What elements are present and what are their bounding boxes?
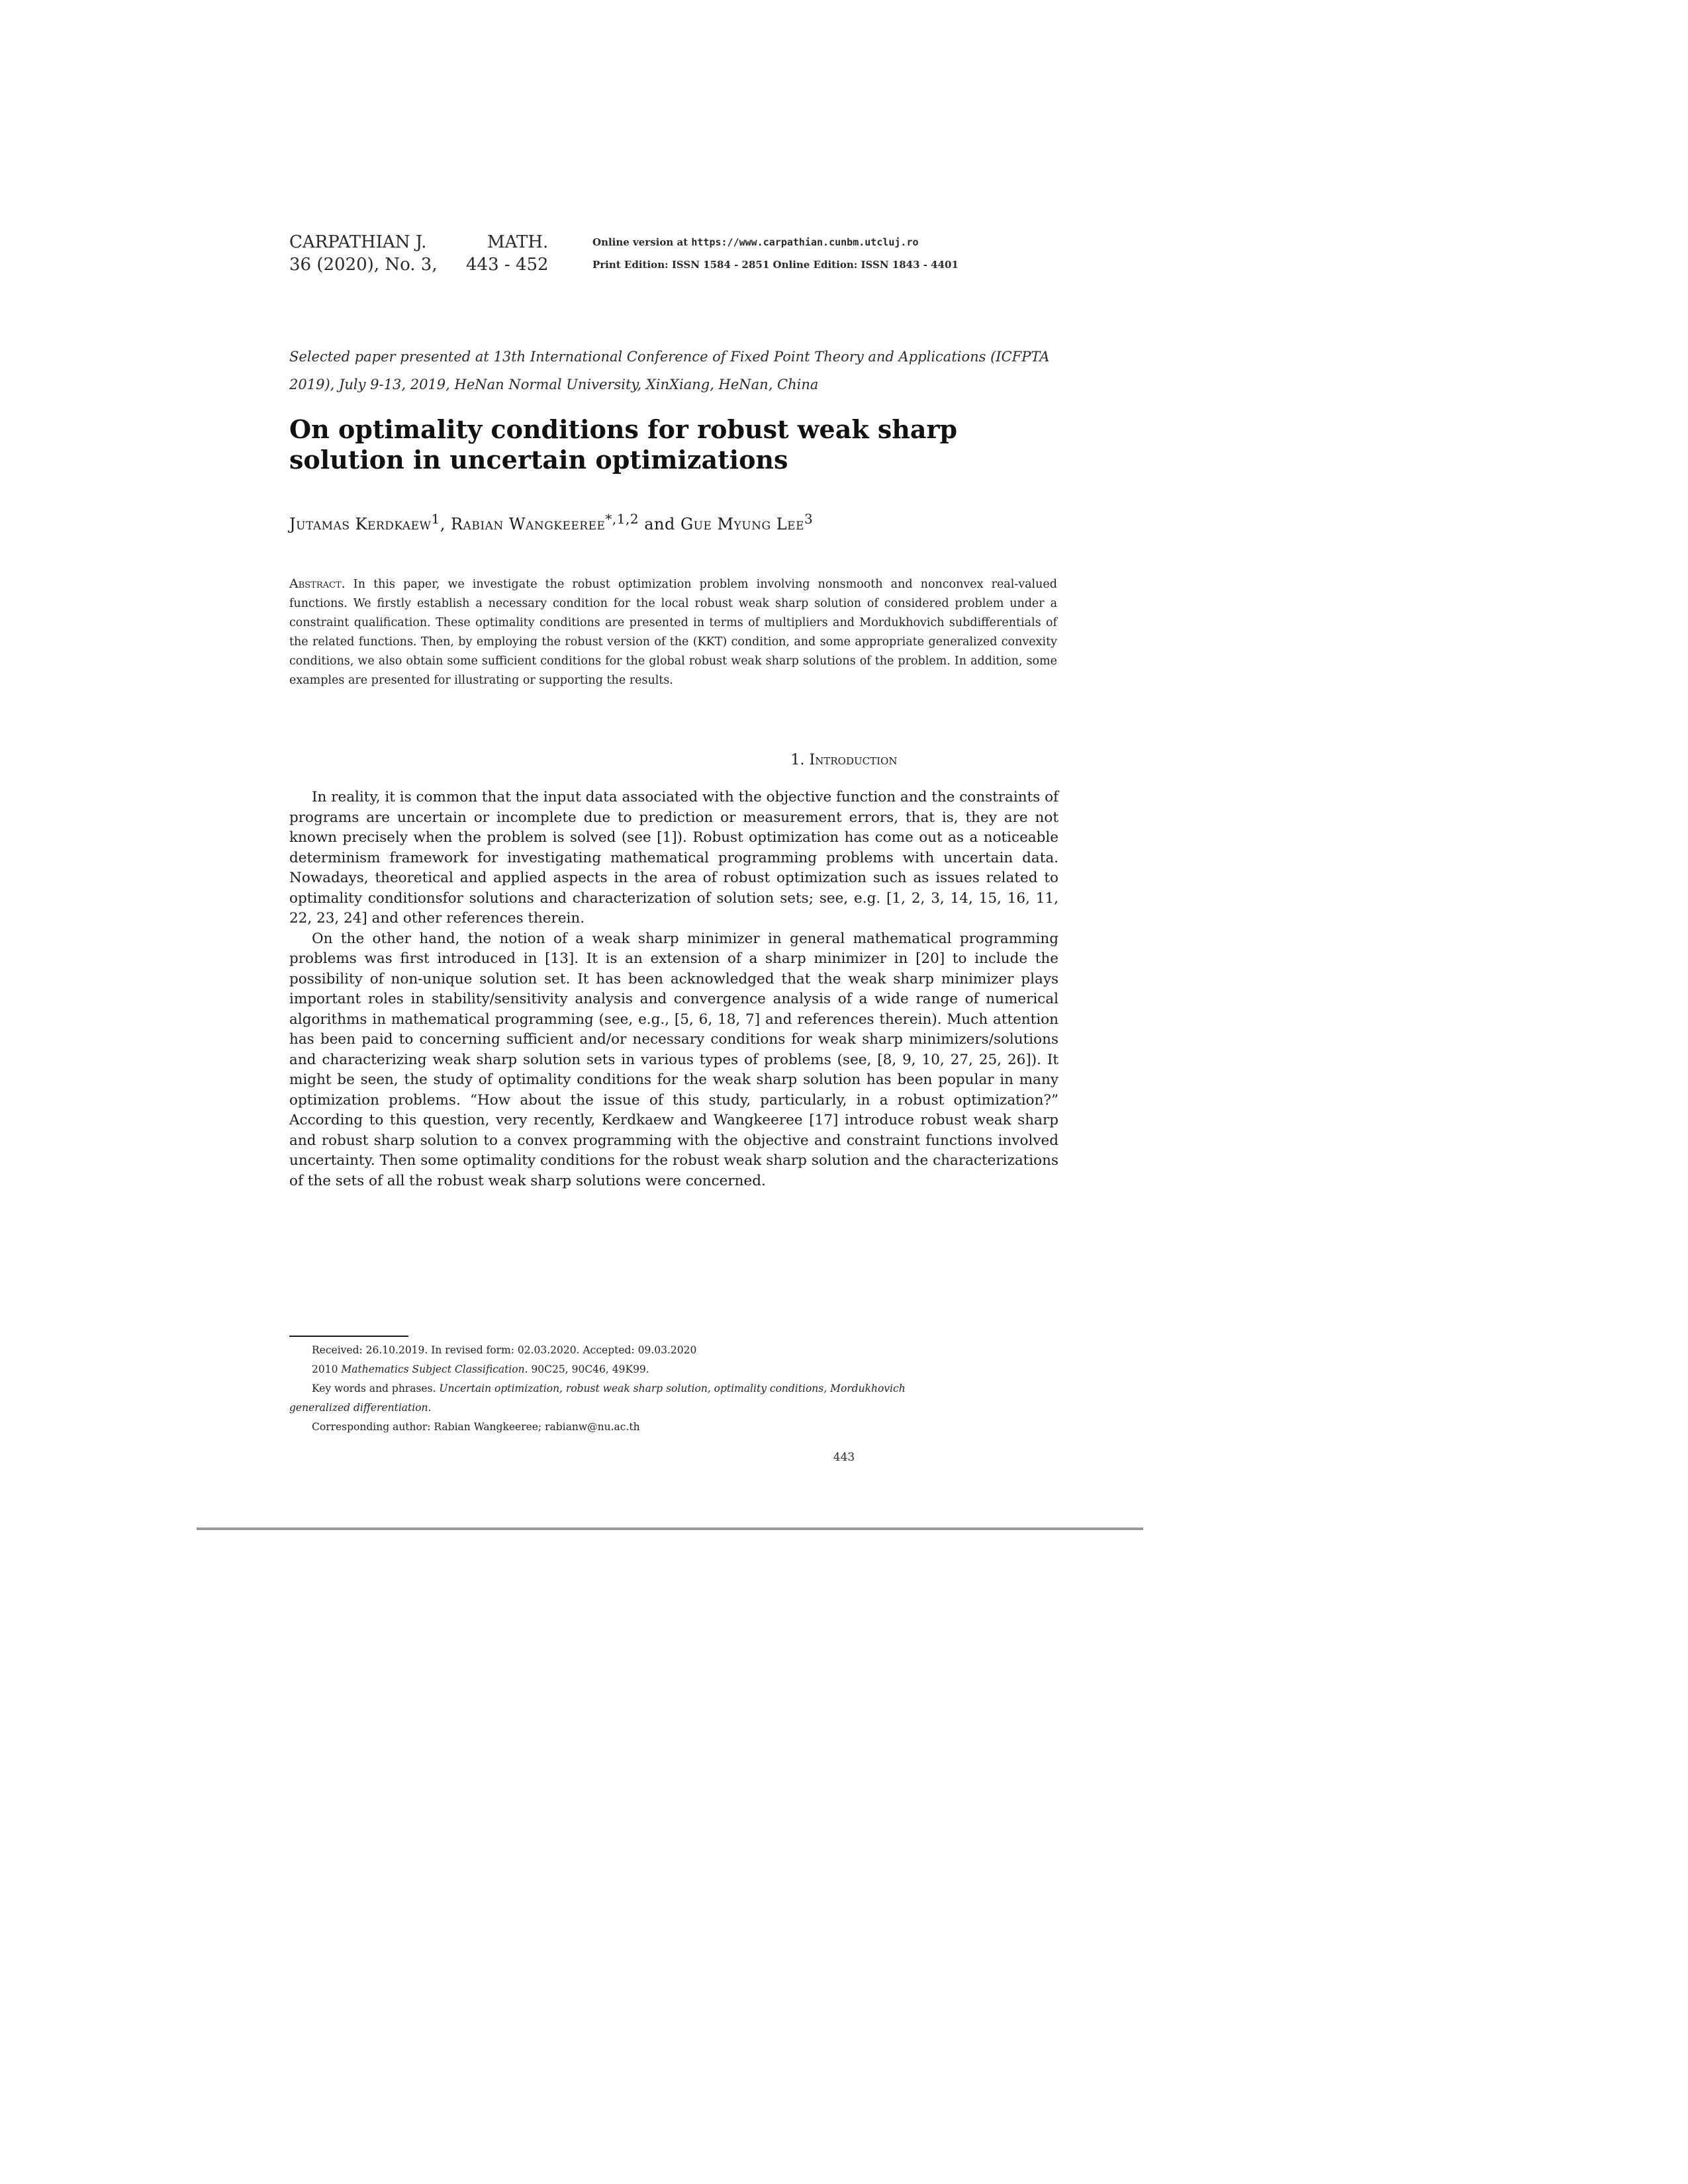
abstract-label: Abstract. [289,576,346,591]
footnote-rule [289,1336,408,1337]
author-2-affil: *,1,2 [605,511,639,527]
author-1-affil: 1 [431,511,440,527]
msc-classification [289,1360,1058,1379]
conference-note: Selected paper presented at 13th International Conference of Fixed Point Theory and Applications (ICFPTA 2019), July 9-13, 2019, HeNan Normal University, XinXiang, HeNan, China [289,349,1050,392]
keywords-text: Uncertain optimization, robust weak sharp solution, optimality conditions, Mordukhovich [439,1383,906,1394]
keywords-text-cont: generalized differentiation. [289,1402,432,1414]
volume-issue: 36 (2020), No. 3, [289,255,438,275]
paragraph-2: On the other hand, the notion of a weak sharp minimizer in general mathematical programming problems was first introduced in [13]. It is an extension of a sharp minimizer in [20] to include the possibility of non-unique solution set. It has been acknowledged that the weak sharp minimizer plays important roles in stability/sensitivity analysis and convergence analysis of a wide range of numerical algorithms in mathematical programming (see, e.g., [5, 6, 18, 7] and references therein). Much attention has been paid to concerning sufficient and/or necessary conditions for weak sharp minimizers/solutions and characterizing weak sharp solution sets in various types of problems (see, [8, 9, 10, 27, 25, 26]). It might be seen, the study of optimality conditions for the weak sharp solution has been popular in many optimization problems. “How about the issue of this study, particularly, in a robust optimization?” According to this question, very recently, Kerdkaew and Wangkeeree [17] introduce robust weak sharp and robust sharp solution to a convex programming with the objective and constraint functions involved uncertainty. Then some optimality conditions for the robust weak sharp solution and the characterizations of the sets of all the robust weak sharp solutions were concerned. [289,930,1058,1189]
msc-codes: 90C25, 90C46, 49K99. [528,1363,649,1375]
paragraph-1: In reality, it is common that the input data associated with the objective function and the constraints of programs are uncertain or incomplete due to prediction or measurement errors, that is, they are not known precisely when the problem is solved (see [1]). Robust optimization has come out as a noticeable determinism framework for investigating mathematical programming problems with uncertain data. Nowadays, theoretical and applied aspects in the area of robust optimization such as issues related to optimality conditionsfor solutions and characterization of solution sets; see, e.g. [1, 2, 3, 14, 15, 16, 11, 22, 23, 24] and other references therein. [289,789,1058,927]
journal-math: MATH. [487,232,549,252]
keywords [289,1379,1058,1398]
author-3-affil: 3 [804,511,814,527]
abstract [289,574,1057,690]
introduction-body [289,788,1058,1191]
author-2: Rabian Wangkeeree [451,515,606,533]
paper-title: On optimality conditions for robust weak sharp solution in uncertain optimizations [289,414,958,475]
journal-name: CARPATHIAN J. [289,232,427,252]
author-and: and [639,515,680,533]
section-number: 1. [790,752,805,768]
msc-label: 2010 [312,1363,342,1375]
page-bottom-rule [197,1527,1143,1530]
msc-italic: Mathematics Subject Classification. [341,1363,528,1375]
keywords-continued [289,1398,1058,1418]
author-1: Jutamas Kerdkaew [289,515,432,533]
print-edition: Print Edition: ISSN 1584 - 2851 Online Edition: ISSN 1843 - 4401 [592,259,959,271]
online-label: Online version at [592,236,692,248]
received-dates: Received: 26.10.2019. In revised form: 02.03.2020. Accepted: 09.03.2020 [312,1344,697,1356]
author-separator: , [440,515,451,533]
page-range: 443 - 452 [466,255,549,275]
page-number: 443 [833,1451,855,1464]
online-url[interactable]: https://www.carpathian.cunbm.utcluj.ro [691,236,919,248]
keywords-label: Key words and phrases. [312,1383,440,1394]
section-heading [0,752,1688,768]
author-3: Gue Myung Lee [680,515,804,533]
authors [289,511,813,533]
section-title: Introduction [809,752,898,768]
abstract-text: In this paper, we investigate the robust optimization problem involving nonsmooth and nonconvex real-valued functions. We firstly establish a necessary condition for the local robust weak sharp solution of considered problem under a constraint qualification. These optimality conditions are presented in terms of multipliers and Mordukhovich subdifferentials of the related functions. Then, by employing the robust version of the (KKT) condition, and some appropriate generalized convexity conditions, we also obtain some sufficient conditions for the global robust weak sharp solutions of the problem. In addition, some examples are presented for illustrating or supporting the results. [289,578,1057,687]
footnotes [289,1341,1058,1437]
corresponding-author: Corresponding author: Rabian Wangkeeree; rabianw@nu.ac.th [312,1421,640,1433]
